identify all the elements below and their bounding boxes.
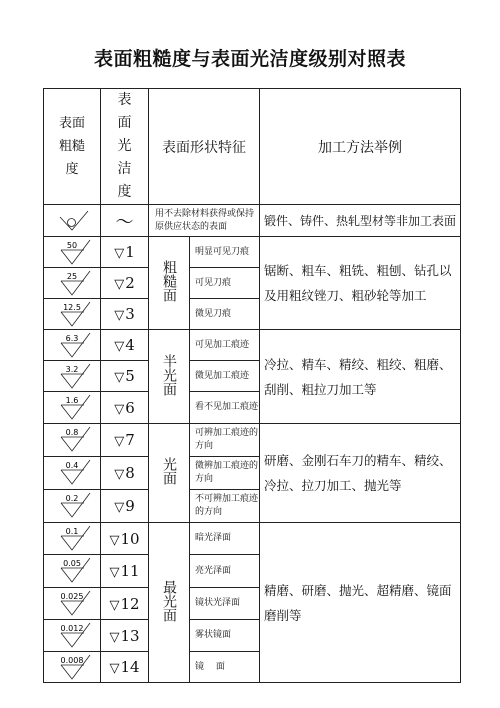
ra-value: 0.2 bbox=[65, 493, 79, 503]
finish-grade: 10 bbox=[120, 529, 140, 548]
finish-grade-cell bbox=[101, 268, 149, 299]
header-finish: 表面光洁度 bbox=[101, 89, 149, 205]
finish-triangle-icon: ▽ bbox=[114, 246, 125, 261]
roughness-check-icon bbox=[44, 621, 100, 651]
grade-row bbox=[44, 330, 461, 361]
roughness-check-icon bbox=[44, 393, 100, 423]
finish-triangle-icon: ▽ bbox=[114, 401, 125, 417]
surface-feature: 明显可见刀痕 bbox=[190, 237, 260, 268]
grade-row bbox=[44, 523, 461, 555]
surface-feature: 微见加工痕迹 bbox=[190, 361, 260, 392]
roughness-check-icon bbox=[44, 524, 100, 554]
finish-grade: 14 bbox=[120, 658, 140, 676]
ra-value: 0.05 bbox=[63, 558, 81, 568]
roughness-check-icon bbox=[44, 425, 100, 456]
surface-feature: 可见加工痕迹 bbox=[190, 330, 260, 361]
surface-feature: 微辨加工痕迹的方向 bbox=[190, 457, 260, 490]
symbol-cell bbox=[44, 299, 101, 330]
finish-grade: 12 bbox=[120, 594, 140, 613]
ra-value: 1.6 bbox=[65, 395, 79, 405]
finish-grade: 11 bbox=[120, 562, 140, 580]
symbol-cell bbox=[44, 652, 101, 683]
roughness-check-icon bbox=[44, 238, 100, 267]
surface-feature: 亮光泽面 bbox=[190, 555, 260, 588]
finish-grade-cell bbox=[101, 237, 149, 268]
ra-value: 25 bbox=[66, 271, 78, 281]
symbol-cell bbox=[44, 523, 101, 555]
symbol-cell bbox=[44, 330, 101, 361]
machining-method: 研磨、金刚石车刀的精车、精绞、冷拉、拉刀加工、抛光等 bbox=[260, 424, 461, 523]
finish-unremoved: ～ bbox=[101, 205, 149, 237]
method-unremoved: 锻件、铸件、热轧型材等非加工表面 bbox=[260, 205, 461, 237]
header-methods: 加工方法举例 bbox=[260, 89, 461, 205]
ra-value: 0.025 bbox=[60, 591, 84, 601]
finish-grade-cell bbox=[101, 490, 149, 523]
finish-grade: 9 bbox=[125, 497, 135, 515]
surface-group-label: 最光面 bbox=[149, 523, 190, 683]
roughness-check-icon bbox=[44, 653, 100, 682]
symbol-cell bbox=[44, 457, 101, 490]
header-row bbox=[44, 89, 461, 205]
finish-triangle-icon: ▽ bbox=[114, 308, 125, 323]
symbol-cell bbox=[44, 555, 101, 588]
finish-grade: 1 bbox=[125, 243, 135, 261]
surface-feature: 可见刀痕 bbox=[190, 268, 260, 299]
finish-grade: 6 bbox=[125, 398, 135, 417]
roughness-check-icon bbox=[44, 589, 100, 619]
grade-row bbox=[44, 424, 461, 457]
finish-grade-cell bbox=[101, 330, 149, 361]
feature-unremoved: 用不去除材料获得或保持原供应状态的表面 bbox=[149, 205, 260, 237]
surface-feature: 镜 面 bbox=[190, 652, 260, 683]
finish-triangle-icon: ▽ bbox=[114, 434, 125, 449]
roughness-check-icon bbox=[44, 491, 100, 522]
header-roughness: 表面粗糙度 bbox=[44, 89, 101, 205]
surface-feature: 可辨加工痕迹的方向 bbox=[190, 424, 260, 457]
symbol-cell bbox=[44, 392, 101, 424]
finish-triangle-icon: ▽ bbox=[109, 565, 120, 580]
roughness-check-icon bbox=[44, 331, 100, 360]
surface-feature: 不可辨加工痕迹的方向 bbox=[190, 490, 260, 523]
finish-grade: 13 bbox=[120, 626, 140, 645]
ra-value: 0.008 bbox=[60, 655, 84, 665]
symbol-cell bbox=[44, 268, 101, 299]
ra-value: 3.2 bbox=[65, 364, 79, 374]
roughness-check-icon bbox=[44, 458, 100, 489]
finish-triangle-icon: ▽ bbox=[114, 467, 125, 482]
finish-grade-cell bbox=[101, 620, 149, 652]
surface-feature: 暗光泽面 bbox=[190, 523, 260, 555]
symbol-cell bbox=[44, 620, 101, 652]
finish-grade-cell bbox=[101, 424, 149, 457]
roughness-check-icon bbox=[44, 269, 100, 298]
roughness-check-icon bbox=[44, 556, 100, 587]
finish-triangle-icon: ▽ bbox=[114, 277, 125, 292]
symbol-cell bbox=[44, 490, 101, 523]
machining-method: 精磨、研磨、抛光、超精磨、镜面磨削等 bbox=[260, 523, 461, 683]
machining-method: 冷拉、精车、精绞、粗绞、粗磨、刮削、粗拉刀加工等 bbox=[260, 330, 461, 424]
finish-grade-cell bbox=[101, 555, 149, 588]
ra-value: 0.8 bbox=[65, 427, 79, 437]
ra-value: 0.1 bbox=[65, 526, 79, 536]
ra-value: 6.3 bbox=[65, 333, 79, 343]
surface-feature: 雾状镜面 bbox=[190, 620, 260, 652]
grade-row bbox=[44, 237, 461, 268]
ra-value: 0.012 bbox=[60, 623, 84, 633]
symbol-cell bbox=[44, 424, 101, 457]
surface-group-label: 粗糙面 bbox=[149, 237, 190, 330]
finish-grade: 8 bbox=[125, 464, 135, 482]
surface-group-label: 半光面 bbox=[149, 330, 190, 424]
finish-grade: 7 bbox=[125, 431, 135, 449]
ra-value: 12.5 bbox=[63, 302, 81, 312]
header-features: 表面形状特征 bbox=[149, 89, 260, 205]
finish-grade: 2 bbox=[125, 274, 135, 292]
symbol-cell bbox=[44, 237, 101, 268]
page-title: 表面粗糙度与表面光洁度级别对照表 bbox=[93, 48, 406, 70]
finish-grade: 5 bbox=[125, 367, 135, 385]
finish-triangle-icon: ▽ bbox=[114, 339, 125, 354]
finish-grade-cell bbox=[101, 523, 149, 555]
finish-grade-cell bbox=[101, 588, 149, 620]
surface-group-label: 光面 bbox=[149, 424, 190, 523]
finish-grade-cell bbox=[101, 299, 149, 330]
roughness-check-icon bbox=[44, 300, 100, 329]
surface-feature: 镜状光泽面 bbox=[190, 588, 260, 620]
ra-value: 0.4 bbox=[65, 460, 79, 470]
finish-grade-cell bbox=[101, 457, 149, 490]
ra-value: 50 bbox=[66, 240, 78, 250]
roughness-finish-table bbox=[43, 88, 461, 683]
surface-feature: 微见刀痕 bbox=[190, 299, 260, 330]
finish-triangle-icon: ▽ bbox=[109, 597, 120, 613]
symbol-unremoved bbox=[44, 205, 101, 237]
finish-triangle-icon: ▽ bbox=[114, 370, 125, 385]
finish-grade: 4 bbox=[125, 336, 135, 354]
unremoved-row bbox=[44, 205, 461, 237]
finish-triangle-icon: ▽ bbox=[114, 500, 125, 515]
finish-grade-cell bbox=[101, 361, 149, 392]
roughness-check-icon bbox=[44, 362, 100, 391]
surface-feature: 看不见加工痕迹 bbox=[190, 392, 260, 424]
finish-grade-cell bbox=[101, 652, 149, 683]
finish-triangle-icon: ▽ bbox=[109, 629, 120, 645]
machining-method: 锯断、粗车、粗铣、粗刨、钻孔以及用粗纹锉刀、粗砂轮等加工 bbox=[260, 237, 461, 330]
finish-triangle-icon: ▽ bbox=[109, 532, 120, 548]
finish-triangle-icon: ▽ bbox=[109, 661, 120, 676]
finish-grade: 3 bbox=[125, 305, 135, 323]
symbol-cell bbox=[44, 588, 101, 620]
roughness-symbol-circle-icon bbox=[44, 206, 100, 236]
symbol-cell bbox=[44, 361, 101, 392]
finish-grade-cell bbox=[101, 392, 149, 424]
